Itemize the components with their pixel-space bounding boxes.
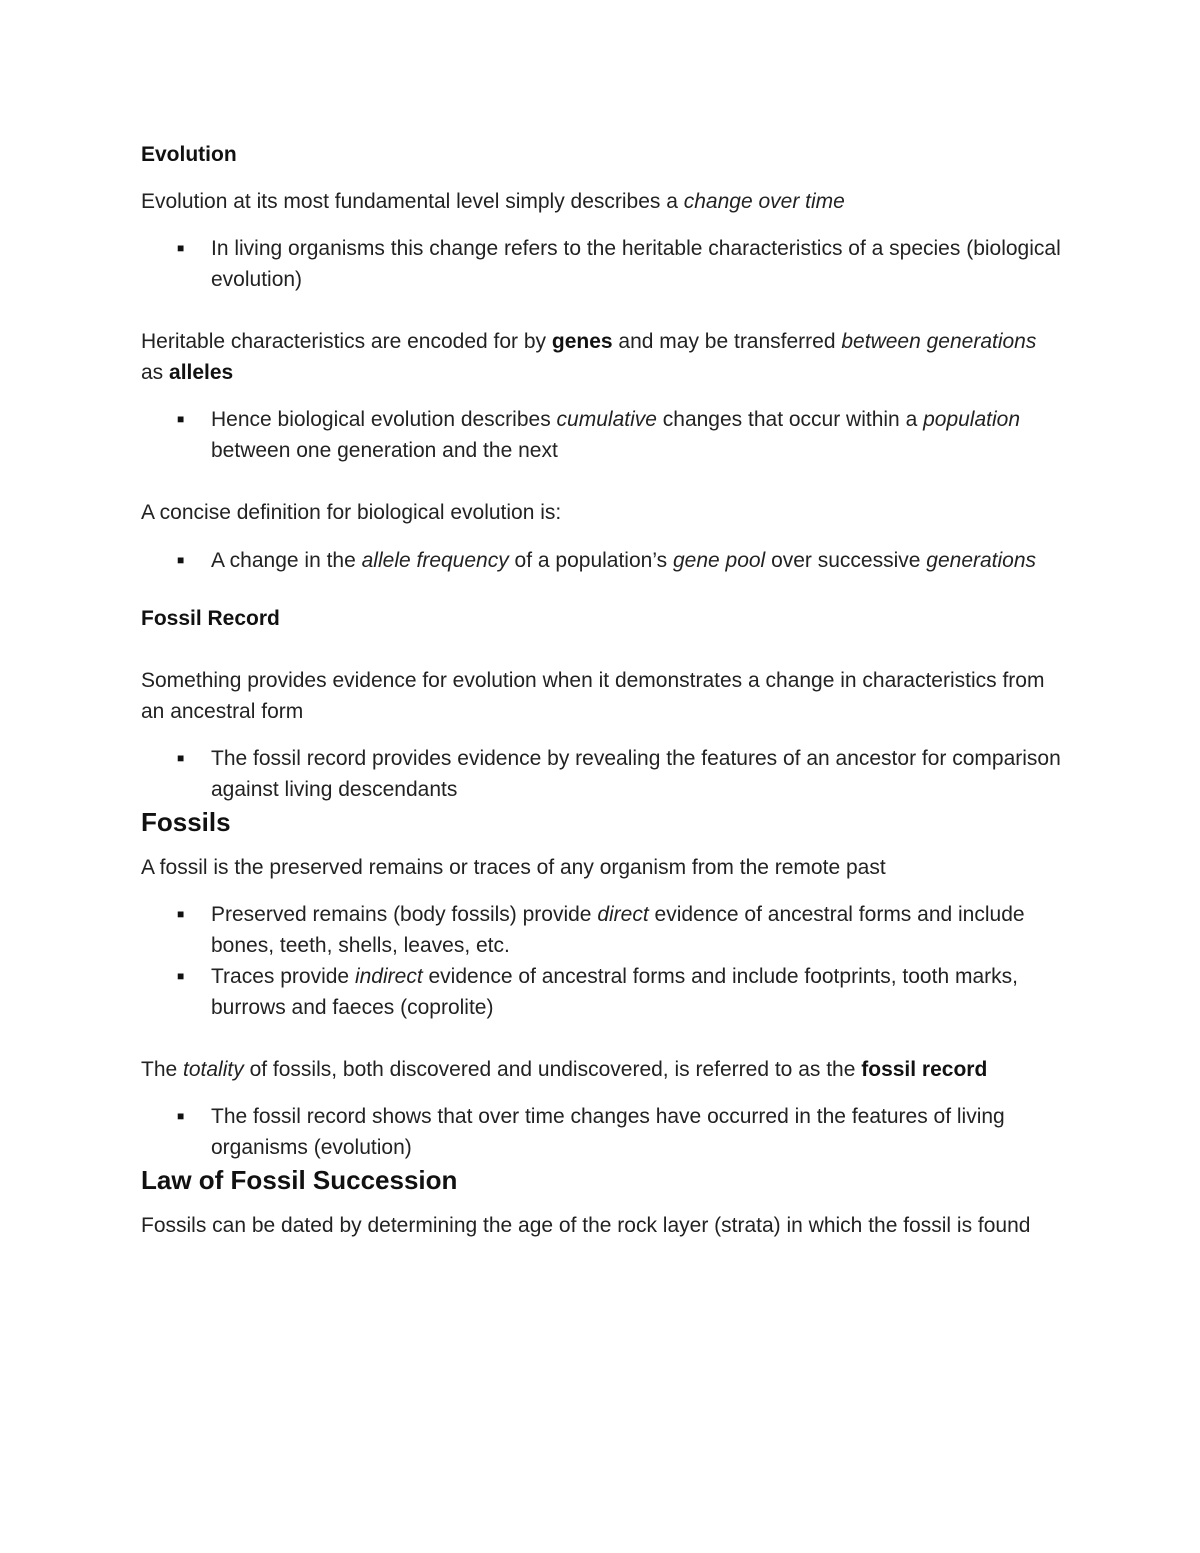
bullet-square-icon: ■ <box>177 553 185 567</box>
heading-fossils: Fossils <box>141 807 231 837</box>
bullet-square-icon: ■ <box>177 969 185 983</box>
paragraph-heritable-characteristics: Heritable characteristics are encoded for by genes and may be transferred between generations as alleles <box>141 330 1037 384</box>
bullet-square-icon: ■ <box>177 907 185 921</box>
bullet-list <box>141 743 1061 805</box>
bullet-square-icon: ■ <box>177 241 185 255</box>
list-item: ■ Hence biological evolution describes cumulative changes that occur within a population between one generation and the next <box>141 404 1061 466</box>
bullet-square-icon: ■ <box>177 1109 185 1123</box>
paragraph-concise-definition: A concise definition for biological evolution is: <box>141 501 562 524</box>
bullet-list <box>141 899 1061 1023</box>
bullet-list <box>141 545 1061 576</box>
paragraph-evolution-definition: Evolution at its most fundamental level simply describes a change over time <box>141 190 845 213</box>
list-item: ■ The fossil record shows that over time changes have occurred in the features of living organisms (evolution) <box>141 1101 1061 1163</box>
paragraph-evidence-for-evolution: Something provides evidence for evolution when it demonstrates a change in characteristics from an ancestral form <box>141 669 1045 723</box>
bullet-square-icon: ■ <box>177 751 185 765</box>
bullet-list <box>141 404 1061 466</box>
document-page <box>141 139 1061 1241</box>
heading-law-of-fossil-succession: Law of Fossil Succession <box>141 1165 458 1195</box>
list-item: ■ Traces provide indirect evidence of ancestral forms and include footprints, tooth marks, burrows and faeces (coprolite) <box>141 961 1061 1023</box>
list-item: ■ Preserved remains (body fossils) provide direct evidence of ancestral forms and include bones, teeth, shells, leaves, etc. <box>141 899 1061 961</box>
heading-evolution: Evolution <box>141 143 237 166</box>
list-item: ■ In living organisms this change refers to the heritable characteristics of a species (biological evolution) <box>141 233 1061 295</box>
paragraph-fossil-record-totality: The totality of fossils, both discovered and undiscovered, is referred to as the fossil record <box>141 1058 988 1081</box>
bullet-square-icon: ■ <box>177 412 185 426</box>
list-item: ■ The fossil record provides evidence by revealing the features of an ancestor for comparison against living descendants <box>141 743 1061 805</box>
list-item: ■ A change in the allele frequency of a population’s gene pool over successive generations <box>141 545 1061 576</box>
paragraph-fossil-definition: A fossil is the preserved remains or traces of any organism from the remote past <box>141 856 886 879</box>
bullet-list <box>141 233 1061 295</box>
paragraph-fossil-dating: Fossils can be dated by determining the age of the rock layer (strata) in which the fossil is found <box>141 1214 1031 1237</box>
bullet-list <box>141 1101 1061 1163</box>
heading-fossil-record: Fossil Record <box>141 607 280 630</box>
